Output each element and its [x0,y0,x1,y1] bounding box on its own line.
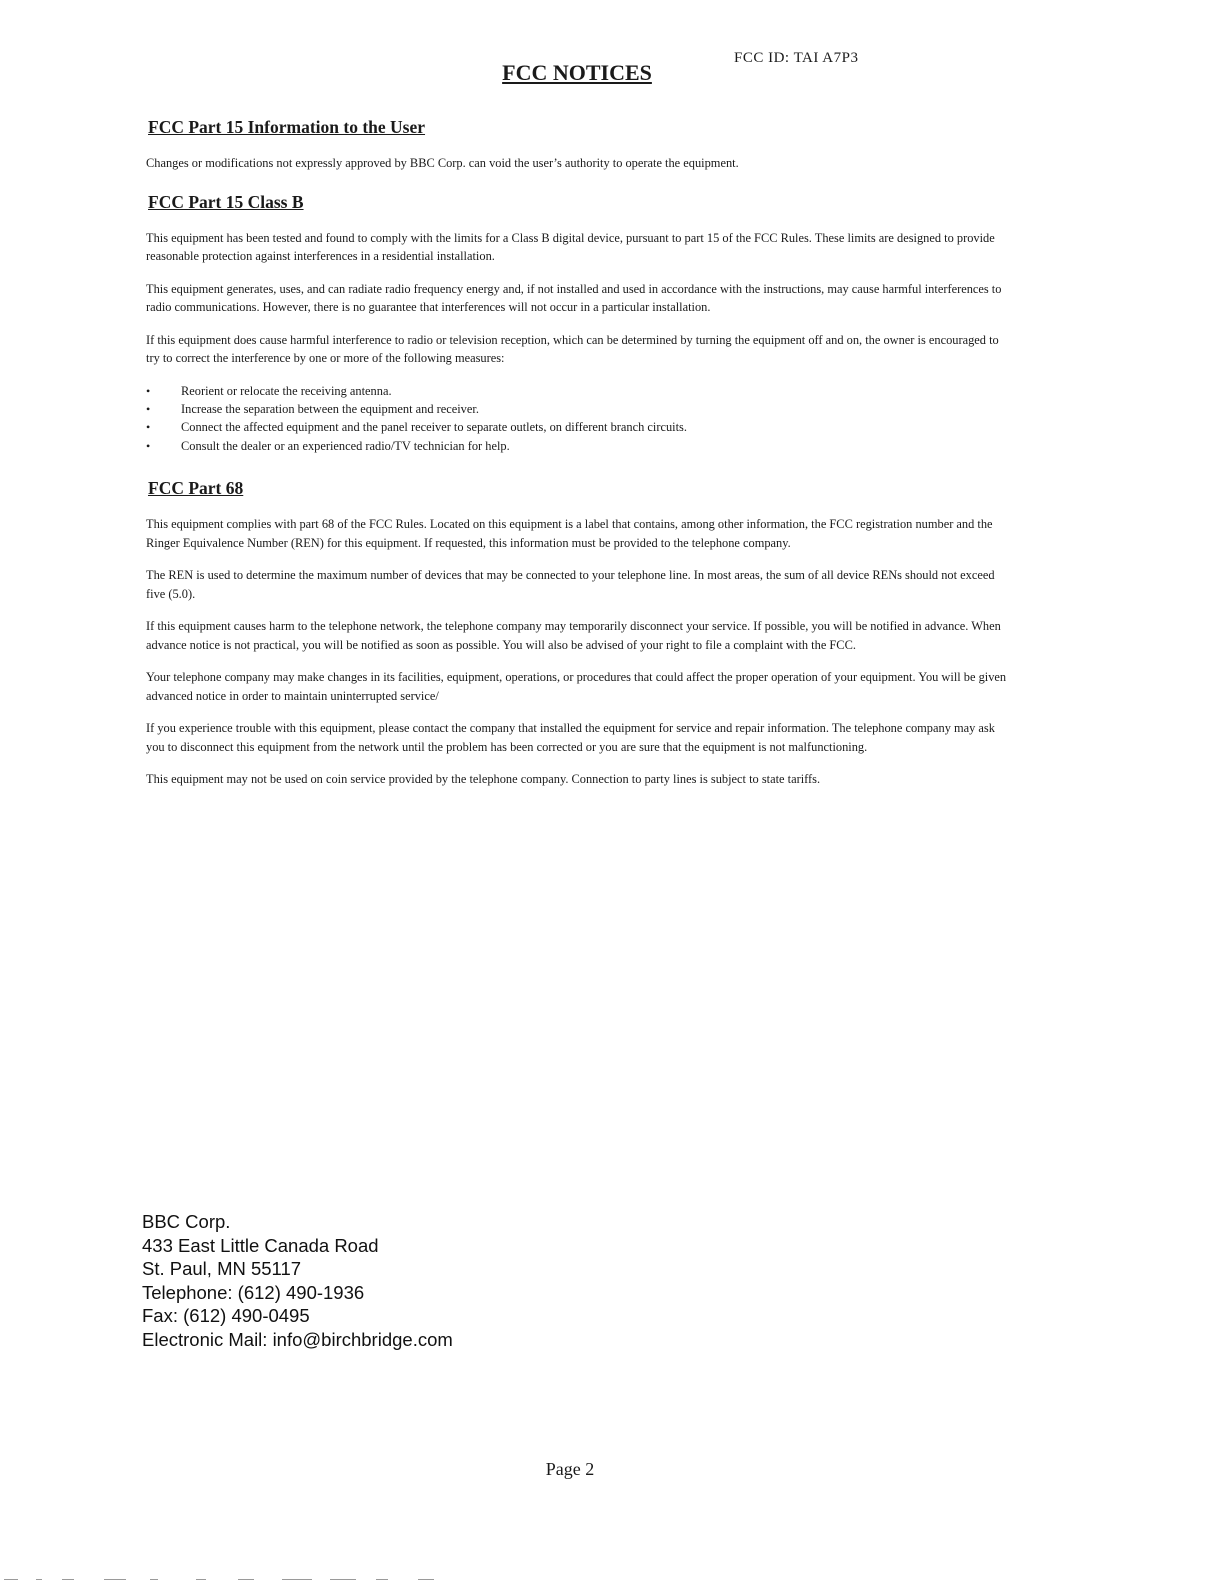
street-address: 433 East Little Canada Road [142,1234,379,1256]
bullet-icon: • [146,401,151,416]
list-item [146,382,1008,400]
list-item [146,437,1008,455]
list-item-text: Connect the affected equipment and the panel receiver to separate outlets, on different branch circuits. [181,420,687,435]
bullet-icon: • [146,438,151,453]
notices-body [146,116,1008,803]
section-part15-user-info [146,116,1008,173]
paragraph: This equipment has been tested and found to comply with the limits for a Class B digital device, pursuant to part 15 of the FCC Rules. These limits are designed to provide reasonable protection against interferences in a residential installation. [146,230,995,263]
section-part15-class-b [146,191,1008,456]
bullet-icon: • [146,383,151,398]
section-heading: FCC Part 15 Information to the User [148,117,426,137]
paragraph: This equipment may not be used on coin service provided by the telephone company. Connection to party lines is subject to state tariffs. [146,772,821,787]
company-name: BBC Corp. [142,1211,231,1232]
paragraph: This equipment generates, uses, and can radiate radio frequency energy and, if not installed and used in accordance with the instructions, may cause harmful interferences to radio communications. However, there is no guarantee that interferences will not occur in a particular installation. [146,281,1002,314]
bullet-icon: • [146,420,151,435]
measures-list [146,382,1008,456]
paragraph: If this equipment does cause harmful interference to radio or television reception, which can be determined by turning the equipment off and on, the owner is encouraged to try to correct the interference by one or more of the following measures: [146,332,999,365]
document-title: FCC NOTICES [502,60,652,85]
scan-artifact [0,1576,450,1584]
list-item-text: Consult the dealer or an experienced radio/TV technician for help. [181,438,510,453]
list-item-text: Reorient or relocate the receiving antenna. [181,383,392,398]
fax: Fax: (612) 490-0495 [142,1305,310,1326]
section-heading: FCC Part 68 [148,478,244,499]
telephone: Telephone: (612) 490-1936 [142,1281,365,1303]
paragraph: Your telephone company may make changes in its facilities, equipment, operations, or procedures that could affect the proper operation of your equipment. You will be given advanced notice in order to maintain uninterrupted service/ [146,670,1007,703]
company-address [142,1210,453,1351]
paragraph: If this equipment causes harm to the telephone network, the telephone company may temporarily disconnect your service. If possible, you will be notified in advance. When advance notice is not practical, you will be notified as soon as possible. You will also be advised of your right to file a complaint with the FCC. [146,619,1001,652]
section-part68 [146,477,1008,789]
paragraph: The REN is used to determine the maximum number of devices that may be connected to your telephone line. In most areas, the sum of all device RENs should not exceed five (5.0). [146,568,995,601]
city-state-zip: St. Paul, MN 55117 [142,1258,302,1279]
list-item-text: Increase the separation between the equipment and receiver. [181,401,479,416]
list-item [146,418,1008,436]
paragraph: This equipment complies with part 68 of the FCC Rules. Located on this equipment is a label that contains, among other information, the FCC registration number and the Ringer Equivalence Number (REN) for this equipment. If requested, this information must be provided to the telephone company. [146,517,993,550]
section-heading: FCC Part 15 Class B [148,191,304,212]
email: Electronic Mail: info@birchbridge.com [142,1328,453,1350]
list-item [146,400,1008,418]
paragraph: If you experience trouble with this equipment, please contact the company that installed the equipment for service and repair information. The telephone company may ask you to disconnect this equipment from the network until the problem has been corrected or you are sure that the equipment is not malfunctioning. [146,721,995,754]
page-number: Page 2 [545,1459,595,1479]
fcc-id: FCC ID: TAI A7P3 [734,50,859,66]
paragraph: Changes or modifications not expressly approved by BBC Corp. can void the user’s authority to operate the equipment. [146,156,739,170]
